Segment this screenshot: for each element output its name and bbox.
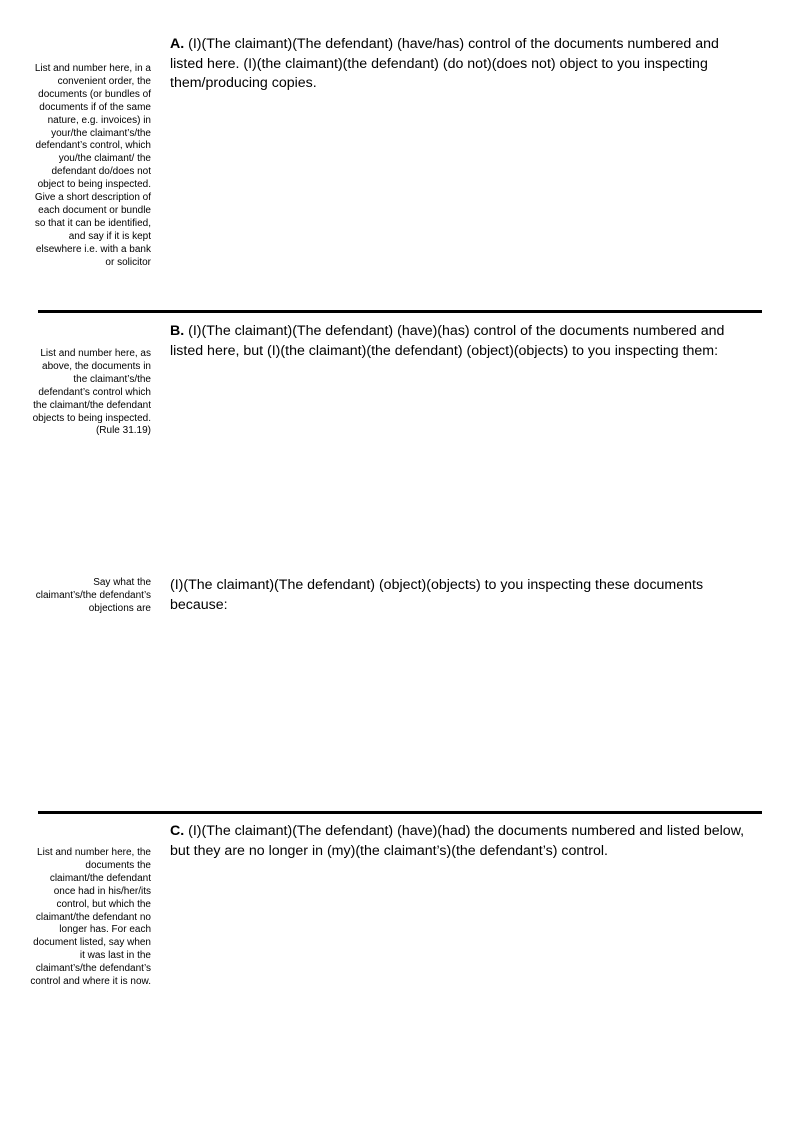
section-a-statement <box>170 35 755 94</box>
section-b-letter: B. <box>170 323 185 339</box>
section-c-guidance-note: List and number here, the documents the claimant/the defendant once had in his/her/its control, but which the claimant/the defendant no longer has. For each document listed, say when it was last in the claimant’s/the defendant’s control and where it is now. <box>30 847 151 988</box>
section-b-guidance-note: List and number here, as above, the documents in the claimant’s/the defendant’s control which the claimant/the defendant objects to being inspected. (Rule 31.19) <box>32 348 151 437</box>
section-b-objections-statement: (I)(The claimant)(The defendant) (object)(objects) to you inspecting these documents because: <box>170 577 704 613</box>
section-c-text: (I)(The claimant)(The defendant) (have)(had) the documents numbered and listed below, but they are no longer in (my)(the claimant’s)(the defendant’s) control. <box>170 823 745 859</box>
section-b-statement <box>170 322 755 361</box>
section-b-objections-note: Say what the claimant’s/the defendant’s objections are <box>35 577 151 614</box>
section-divider-b <box>38 310 762 313</box>
section-a-text: (I)(The claimant)(The defendant) (have/has) control of the documents numbered and listed here. (I)(the claimant)(the defendant) (do not)(does not) object to you inspecting them/producing copies. <box>170 36 719 91</box>
section-a-guidance-note: List and number here, in a convenient order, the documents (or bundles of documents if of the same nature, e.g. invoices) in your/the claimant’s/the defendant’s control, which you/the claimant/ the defendant do/does not object to being inspected. Give a short description of each document or bundle so that it can be identified, and say if it is kept elsewhere i.e. with a bank or solicitor <box>34 63 151 268</box>
section-c-letter: C. <box>170 823 185 839</box>
section-b-text: (I)(The claimant)(The defendant) (have)(has) control of the documents numbered and listed here, but (I)(the claimant)(the defendant) (object)(objects) to you inspecting them: <box>170 323 725 359</box>
section-c-statement <box>170 822 755 861</box>
section-divider-c <box>38 811 762 814</box>
section-a-letter: A. <box>170 36 185 52</box>
